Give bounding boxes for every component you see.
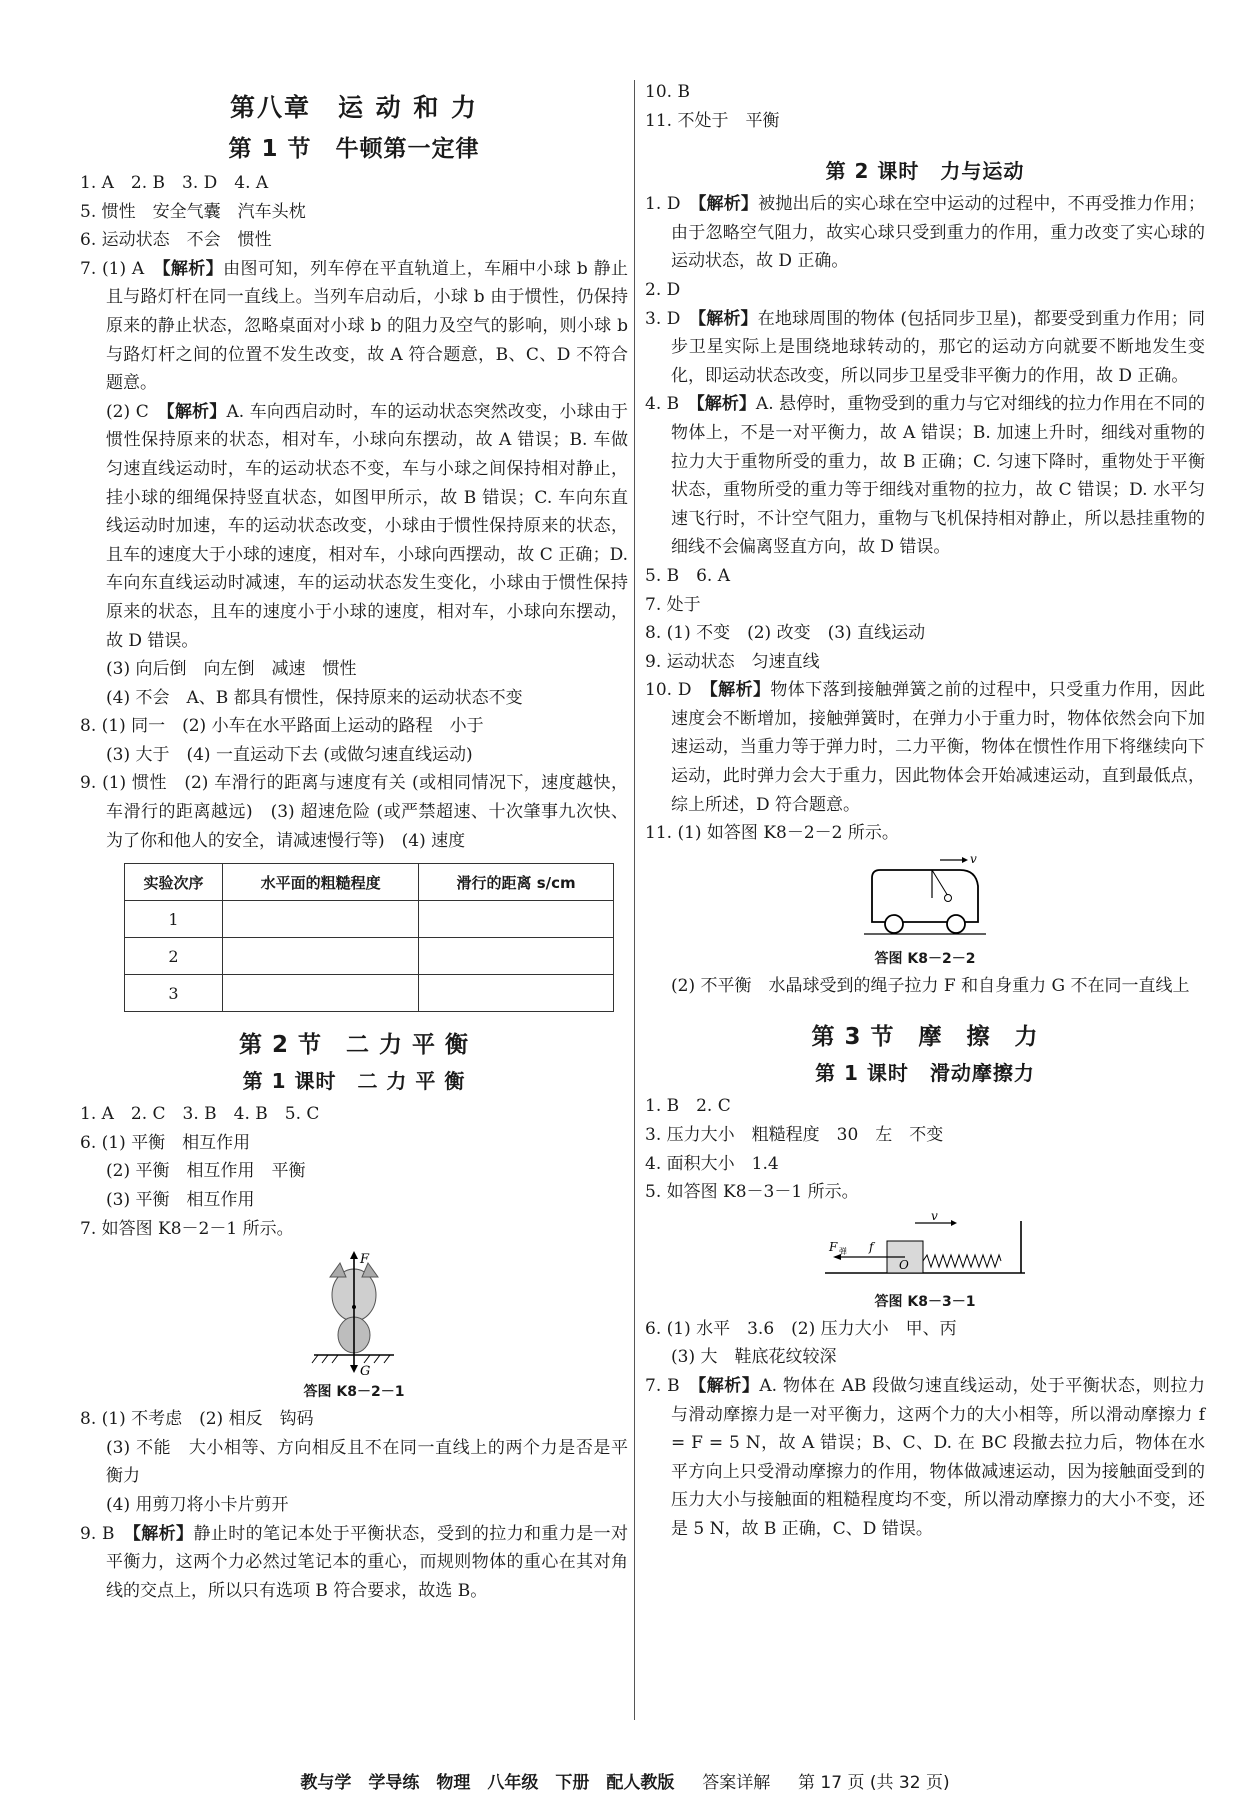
table-row: [125, 901, 614, 938]
answer-line: (2) 平衡 相互作用 平衡: [106, 1161, 306, 1182]
answer-paragraph: 10. D 【解析】物体下落到接触弹簧之前的过程中，只受重力作用，因此速度会不断增加，接触弹簧时，在弹力小于重力时，物体依然会向下加速运动，当重力等于弹力时，二力平衡，物体在惯性作用下将继续向下运动，此时弹力会大于重力，因此物体会开始减速运动，直到最低点，综上所述，D 符合题意。: [645, 680, 1206, 815]
lesson-title: 第 1 课时 滑动摩擦力: [815, 1061, 1035, 1086]
chapter-title: 第八章 运 动 和 力: [229, 93, 479, 122]
answer-paragraph: 1. D 【解析】被抛出后的实心球在空中运动的过程中，不再受推力作用；由于忽略空气阻力，故实心球只受到重力的作用，重力改变了实心球的运动状态，故 D 正确。: [645, 194, 1205, 272]
table-cell: 1: [125, 901, 223, 938]
table-cell: 2: [125, 938, 223, 975]
friction-diagram-icon: [815, 1211, 1035, 1287]
figure-caption: 答图 K8－2－1: [303, 1384, 405, 1401]
answer-line: 9. 运动状态 匀速直线: [645, 651, 820, 672]
experiment-table: [124, 863, 614, 1012]
analysis-tag: 【解析】: [697, 194, 759, 215]
column-divider: [634, 80, 635, 1720]
analysis-tag: 【解析】: [162, 258, 224, 279]
car-pendulum-icon: [860, 852, 990, 944]
section-title: 第 1 节 牛顿第一定律: [228, 136, 480, 162]
section-title: 第 2 节 二 力 平 衡: [238, 1032, 470, 1059]
answer-line: 6. (1) 水平 3.6 (2) 压力大小 甲、丙: [645, 1318, 957, 1339]
answer-paragraph: (2) C 【解析】A. 车向西启动时，车的运动状态突然改变，小球由于惯性保持原来的状态，相对车，小球向东摆动，故 A 错误；B. 车做匀速直线运动时，车的运动状态不变，车与小球之间保持相对静止，挂小球的细绳保持竖直状态，如图甲所示，故 B 错误；C. 车向东直线运动时加速，车的运动状态改变，小球由于惯性保持原来的状态，且车的速度大于小球的速度，相对车，小球向西摆动，故 C 正确；D. 车向东直线运动时减速，车的运动状态发生变化，小球由于惯性保持原来的状态，且车的速度小于小球的速度，相对车，小球向东摆动，故 D 错误。: [106, 401, 629, 651]
answer-line: 4. 面积大小 1.4: [645, 1153, 779, 1174]
answer-paragraph: 4. B 【解析】A. 悬停时，重物受到的重力与它对细线的拉力作用在不同的物体上，不是一对平衡力，故 A 错误；B. 加速上升时，细线对重物的拉力大于重物所受的重力，故 B 正确；C. 匀速下降时，重物处于平衡状态，重物所受的重力等于细线对重物的拉力，故 C 错误；D. 水平匀速飞行时，不计空气阻力，重物与飞机保持相对静止，所以悬挂重物的细线不会偏离竖直方向，故 D 错误。: [645, 394, 1206, 558]
answer-line: (3) 大 鞋底花纹较深: [671, 1347, 837, 1368]
footer-book: 教与学 学导练 物理 八年级 下册 配人教版: [300, 1773, 675, 1793]
answer-line: (4) 不会 A、B 都具有惯性，保持原来的运动状态不变: [106, 687, 523, 708]
answer-line: (4) 用剪刀将小卡片剪开: [106, 1495, 289, 1515]
table-row: [125, 938, 614, 975]
answer-paragraph: 7. (1) A 【解析】由图可知，列车停在平直轨道上，车厢中小球 b 静止且与路灯杆在同一直线上。当列车启动后，小球 b 由于惯性，仍保持原来的静止状态，忽略桌面对小球 b 的阻力及空气的影响，则小球 b 与路灯杆之间的位置不发生改变，故 A 符合题意，B、C、D 不符合题意。: [80, 258, 629, 394]
footer-answer: 答案详解: [702, 1773, 771, 1793]
answer-line: 2. D: [645, 279, 681, 300]
answer-line: 11. (1) 如答图 K8－2－2 所示。: [645, 823, 899, 844]
table-header: 水平面的粗糙程度: [223, 864, 419, 901]
section-title: 第 3 节 摩 擦 力: [811, 1024, 1039, 1051]
analysis-tag: 【解析】: [697, 308, 758, 329]
answer-line: 1. A 2. B 3. D 4. A: [80, 173, 269, 193]
answer-line: 10. B: [645, 82, 690, 102]
analysis-tag: 【解析】: [709, 680, 771, 701]
answer-line: 8. (1) 不考虑 (2) 相反 钩码: [80, 1409, 314, 1430]
answer-paragraph: 3. D 【解析】在地球周围的物体 (包括同步卫星)，都要受到重力作用；同步卫星实际上是围绕地球转动的，那它的运动方向就要不断地发生变化，即运动状态改变，所以同步卫星受非平衡力的作用，故 D 正确。: [645, 308, 1205, 386]
elastic-force-subscript: 弹: [839, 1246, 847, 1256]
answer-paragraph: (3) 不能 大小相等、方向相反且不在同一直线上的两个力是否是平衡力: [106, 1437, 628, 1487]
answer-line: 3. 压力大小 粗糙程度 30 左 不变: [645, 1125, 944, 1146]
answer-paragraph: (2) 不平衡 水晶球受到的绳子拉力 F 和自身重力 G 不在同一直线上: [671, 975, 1190, 996]
answer-line: 6. 运动状态 不会 惯性: [80, 230, 272, 251]
answer-line: 7. 如答图 K8－2－1 所示。: [80, 1218, 294, 1239]
right-column: [645, 78, 1205, 1544]
page-number: 第 17 页 (共 32 页): [798, 1773, 950, 1793]
answer-line: 5. 惯性 安全气囊 汽车头枕: [80, 201, 306, 222]
figure-k8-2-2: [645, 852, 1205, 968]
analysis-tag: 【解析】: [132, 1523, 194, 1544]
answer-line: 1. A 2. C 3. B 4. B 5. C: [80, 1104, 320, 1125]
answer-line: (3) 向后倒 向左倒 减速 惯性: [106, 659, 357, 680]
answer-line: 8. (1) 同一 (2) 小车在水平路面上运动的路程 小于: [80, 716, 484, 737]
table-header: 实验次序: [125, 864, 223, 901]
figure-caption: 答图 K8－3－1: [874, 1293, 976, 1310]
table-row: [125, 975, 614, 1012]
force-diagram-icon: [294, 1247, 414, 1377]
left-column: [80, 78, 628, 1605]
answer-line: (3) 平衡 相互作用: [106, 1190, 255, 1211]
figure-caption: 答图 K8－2－2: [874, 950, 976, 967]
lesson-title: 第 1 课时 二 力 平 衡: [242, 1069, 466, 1094]
answer-line: 6. (1) 平衡 相互作用: [80, 1132, 251, 1153]
analysis-tag: 【解析】: [696, 394, 756, 415]
answer-line: 5. 如答图 K8－3－1 所示。: [645, 1182, 859, 1203]
table-cell: 3: [125, 975, 223, 1012]
answer-line: 8. (1) 不变 (2) 改变 (3) 直线运动: [645, 623, 926, 644]
lesson-title: 第 2 课时 力与运动: [825, 159, 1025, 184]
figure-k8-2-1: [80, 1247, 628, 1401]
answer-paragraph: 9. B 【解析】静止时的笔记本处于平衡状态，受到的拉力和重力是一对平衡力，这两个力必然过笔记本的重心，而规则物体的重心在其对角线的交点上，所以只有选项 B 符合要求，故选 B。: [80, 1523, 629, 1601]
answer-line: 7. 处于: [645, 594, 701, 615]
friction-label: f: [869, 1239, 874, 1254]
answer-line: 5. B 6. A: [645, 565, 731, 586]
velocity-label: v: [931, 1210, 938, 1223]
elastic-force-label: F: [829, 1239, 838, 1254]
answer-line: 11. 不处于 平衡: [645, 110, 780, 131]
answer-line: 1. B 2. C: [645, 1096, 731, 1117]
answer-line: (3) 大于 (4) 一直运动下去 (或做匀速直线运动): [106, 744, 473, 765]
page-footer: [0, 1768, 1250, 1793]
table-header: 滑行的距离 s/cm: [419, 864, 614, 901]
force-label-G: G: [360, 1364, 371, 1378]
answer-paragraph: 7. B 【解析】A. 物体在 AB 段做匀速直线运动，处于平衡状态，则拉力与滑动摩擦力是一对平衡力，这两个力的大小相等，所以滑动摩擦力 f = F = 5 N，故 A 错误；B、C、D. 在 BC 段撤去拉力后，物体在水平方向上只受滑动摩擦力的作用，物体做减速运动，因为接触面受到的压力大小与接触面的粗糙程度均不变，所以滑动摩擦力的大小不变，还是 5 N，故 B 正确，C、D 错误。: [645, 1376, 1205, 1539]
answer-paragraph: 9. (1) 惯性 (2) 车滑行的距离与速度有关 (或相同情况下，速度越快，车滑行的距离越远) (3) 超速危险 (或严禁超速、十次肇事九次快、为了你和他人的安全，请减速慢行等) (4) 速度: [80, 773, 628, 851]
force-label-F: F: [360, 1252, 370, 1268]
analysis-tag: 【解析】: [697, 1376, 760, 1396]
figure-k8-3-1: [645, 1211, 1205, 1311]
origin-label: O: [899, 1257, 909, 1272]
analysis-tag: 【解析】: [166, 401, 227, 422]
velocity-label: v: [970, 851, 977, 866]
